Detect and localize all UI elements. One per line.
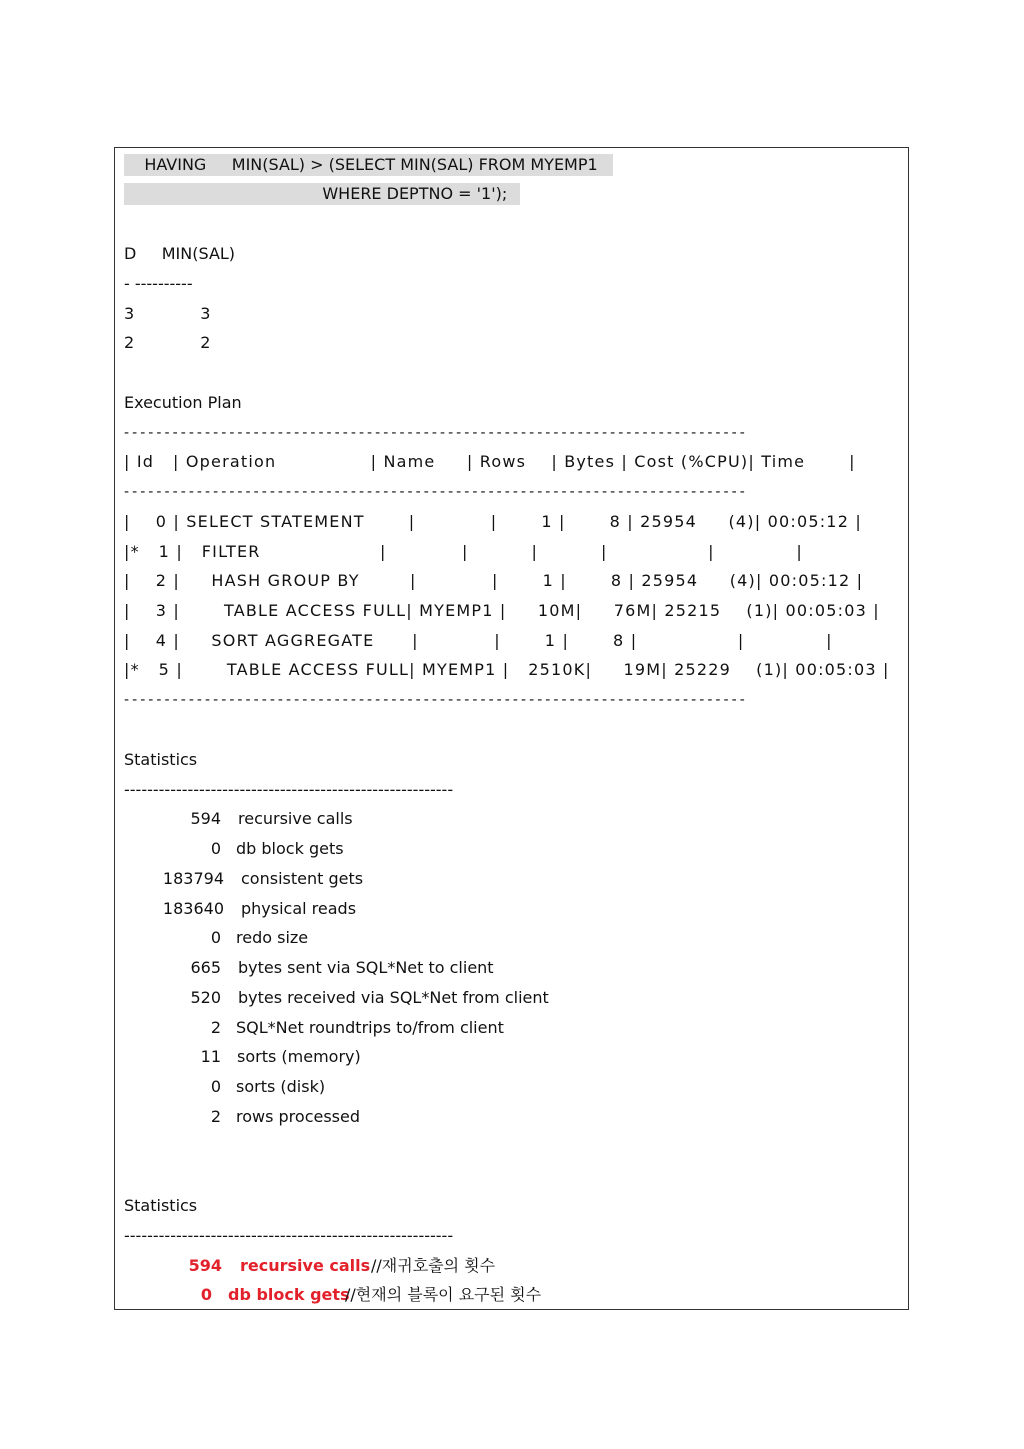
stat-label: db block gets	[236, 839, 344, 858]
stat-label: recursive calls	[240, 1256, 371, 1275]
result-separator: - ----------	[124, 274, 193, 293]
stat-label: SQL*Net roundtrips to/from client	[236, 1018, 504, 1037]
plan-row: |* 1 | FILTER | | | | | |	[124, 542, 804, 561]
plan-separator: -----------------------------------------------------------------------------	[124, 425, 748, 441]
plan-header: | Id | Operation | Name | Rows | Bytes | Cost (%CPU)| Time |	[124, 452, 856, 471]
stats2-separator: ---------------------------------------------------------	[124, 1226, 454, 1245]
stat-comment: //현재의 블록이 요구된 횟수	[345, 1285, 542, 1304]
plan-row: | 0 | SELECT STATEMENT | | 1 | 8 | 25954 (4)| 00:05:12 |	[124, 512, 862, 531]
stat-label: physical reads	[241, 899, 357, 918]
stat-label: sorts (memory)	[237, 1047, 361, 1066]
stat-value: 0	[210, 1077, 221, 1096]
result-header: D MIN(SAL)	[124, 244, 236, 263]
result-row: 2 2	[124, 333, 211, 352]
query-where-line: WHERE DEPTNO = '1');	[124, 183, 520, 205]
stats-separator: ---------------------------------------------------------	[124, 780, 454, 799]
stat-label: consistent gets	[241, 869, 364, 888]
stat-value: 594	[190, 809, 221, 828]
document-page	[114, 147, 909, 1310]
stat-label: bytes sent via SQL*Net to client	[238, 958, 494, 977]
stat-label: recursive calls	[238, 809, 353, 828]
plan-row: | 2 | HASH GROUP BY | | 1 | 8 | 25954 (4)| 00:05:12 |	[124, 571, 864, 590]
result-row: 3 3	[124, 304, 211, 323]
stat-value: 2	[210, 1018, 221, 1037]
stats-title: Statistics	[124, 750, 198, 769]
stat-label: redo size	[236, 928, 309, 947]
query-having-line: HAVING MIN(SAL) > (SELECT MIN(SAL) FROM MYEMP1	[124, 154, 613, 176]
stat-value: 2	[210, 1107, 221, 1126]
stat-value: 594	[188, 1256, 222, 1275]
stats2-title: Statistics	[124, 1196, 198, 1215]
stat-value: 0	[210, 928, 221, 947]
stat-label: rows processed	[236, 1107, 361, 1126]
stat-label: bytes received via SQL*Net from client	[238, 988, 549, 1007]
stat-label: db block gets	[228, 1285, 350, 1304]
stat-value: 520	[190, 988, 221, 1007]
plan-separator: -----------------------------------------------------------------------------	[124, 484, 748, 500]
plan-separator: -----------------------------------------------------------------------------	[124, 692, 748, 708]
stat-comment: //재귀호출의 횟수	[371, 1256, 496, 1275]
stat-value: 11	[200, 1047, 221, 1066]
plan-title: Execution Plan	[124, 393, 242, 412]
stat-value: 183640	[162, 899, 224, 918]
stat-label: sorts (disk)	[236, 1077, 326, 1096]
plan-row: | 4 | SORT AGGREGATE | | 1 | 8 | | |	[124, 631, 833, 650]
stat-value: 0	[200, 1285, 212, 1304]
stat-value: 665	[190, 958, 221, 977]
stat-value: 0	[210, 839, 221, 858]
stat-value: 183794	[162, 869, 224, 888]
plan-row: | 3 | TABLE ACCESS FULL| MYEMP1 | 10M| 76M| 25215 (1)| 00:05:03 |	[124, 601, 880, 620]
plan-row: |* 5 | TABLE ACCESS FULL| MYEMP1 | 2510K| 19M| 25229 (1)| 00:05:03 |	[124, 660, 890, 679]
